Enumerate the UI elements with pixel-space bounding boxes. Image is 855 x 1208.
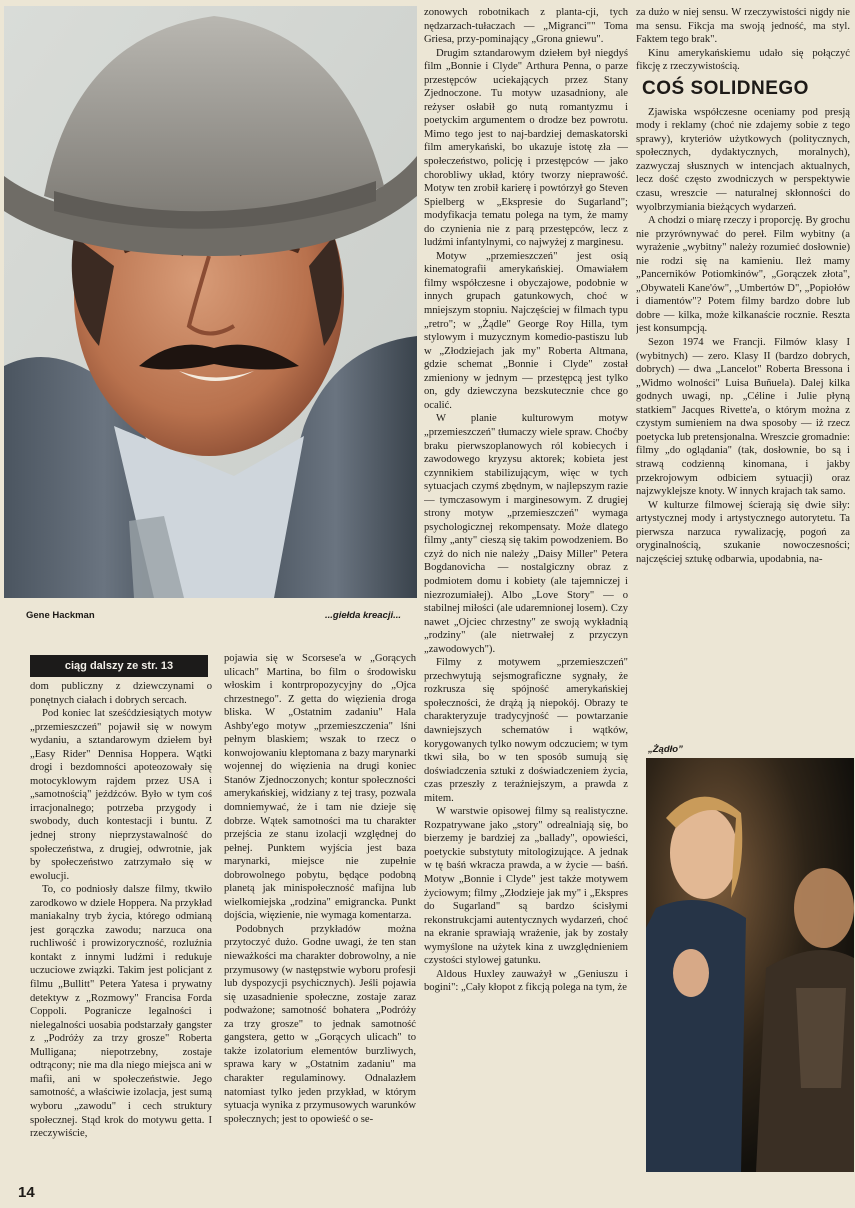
paragraph: Zjawiska współczesne oceniamy pod presją mody i reklamy (choć nie zdajemy sobie z tego sprawy), kryteriów użytkowych (politycznych, społecznych, dydaktycznych, moralnych), zazwyczaj słusznych w intencjach aktualnych, lecz dość często zwodniczych w perspektywie czasu, wreszcie — naturalnej skłonności do wyolbrzymiania bieżących wydarzeń. (636, 106, 850, 213)
paragraph: Aldous Huxley zauważył w „Geniuszu i bogini": „Cały kłopot z fikcją polega na tym, że (424, 968, 628, 994)
column-bottom-left (30, 680, 212, 1178)
paragraph: dom publiczny z dziewczynami o ponętnych ciałach i dobrych sercach. (30, 681, 212, 706)
paragraph: W kulturze filmowej ścierają się dwie siły: artystycznej mody i artystycznego autorytetu. Ta pierwsza narzuca rywalizację, pogoń za oryginalnością, szukanie nowoczesności; najczęściej sztukę odbarwia, upodabnia, na- (636, 499, 850, 565)
paragraph: Drugim sztandarowym dziełem był niegdyś film „Bonnie i Clyde" Arthura Penna, o parze przestępców uciekających przez Stany Zjednoczone. Tu motyw uzasadniony, ale reżyser osłabił go nutą romantyzmu i poetyckim argumentem o drodze bez powrotu. Mimo tego jest to naj-bardziej demaskatorski film amerykański, bo ukazuje istotę zła — społeczeństwo, policję i przestępców — jako chorobliwy układ, który tworzy nieprawość. Motyw ten zrobił karierę i powtórzył go Steven Spielberg w „Ekspresie do Sugarland"; modyfikacja tematu polega na tym, że mamy do czynienia nie z parą przestępców, lecz z ludźmi infantylnymi, co najwyżej z marginesu. (424, 47, 628, 249)
paragraph: Podobnych przykładów można przytoczyć dużo. Godne uwagi, że ten stan nieważkości ma charakter dobrowolny, a nie przymusowy (w następstwie wyboru profesji lub dyspozycji psychicznych). Jeśli pojawia się uzasadnienie społeczne, zostaje zaraz podważone; samotność bohatera „Podróży za trzy grosze" to jednak samotność gangstera, getto w „Gorących ulicach" to także izolatorium elementów burzliwych, sprawa kary w „Ostatnim zadaniu" ma charakter regulaminowy. Odnalazłem natomiast tylko jeden przykład, w którym sytuacja wynika z przymusowych warunków społecznych; jest to opowieść o se- (224, 923, 416, 1125)
paragraph: za dużo w niej sensu. W rzeczywistości nigdy nie ma sensu. Fikcja ma swoją jedność, ma styl. Faktem tego brak". (636, 7, 850, 46)
paragraph: zonowych robotnikach z planta-cji, tych nędzarzach-tułaczach — „Migranci"" Toma Griesa, przy-pominający „Grona gniewu". (424, 7, 628, 46)
gene-hackman-photo (4, 6, 417, 598)
caption-gielda-kreacji: ...giełda kreacji... (325, 610, 402, 621)
paragraph: Kinu amerykańskiemu udało się połączyć fikcję z rzeczywistością. (636, 47, 850, 73)
caption-gene-hackman: Gene Hackman (26, 610, 95, 621)
paragraph: W warstwie opisowej filmy są realistyczne. Rozpatrywane jako „story" odrealniają się, bo bierzemy je bardziej za „ballady", opowieści, poetyckie substytuty mitologizujące. A jednak w tę baśń wkracza prawda, a w życie — baśń. Motyw „Bonnie i Clyde" jest także motywem życiowym; filmy „Złodzieje jak my" i „Ekspres do Sugarland" są bardzo ścisłymi rekonstrukcjami autentycznych wydarzeń, choć na ekranie sprawiają wrażenie, jak by zostały wymyślone na użytek kina z uwzględnieniem czystości stylowej gatunku. (424, 806, 628, 967)
paragraph: Pod koniec lat sześćdziesiątych motyw „przemieszczeń" pojawił się w nowym wydaniu, a sztandarowym dziełem był „Easy Rider" Dennisa Hoppera. Wątki drogi i bezdomności apoteozowały się motocyklowym rajdem przez USA i „samotnością" jeźdźców. Było w tym coś irracjonalnego; potrzeba przygody i swobody, duch kontestacji i buntu. Z jednej strony nieprzystawalność do społeczeństwa, z drugiej, odwrotnie, jak by społeczeństwo zatrzymało się w ewolucji. (30, 708, 212, 882)
section-heading: COŚ SOLIDNEGO (642, 77, 809, 99)
continued-text: ciąg dalszy ze str. 13 (64, 660, 174, 672)
page-number: 14 (18, 1184, 35, 1201)
paragraph: A chodzi o miarę rzeczy i proporcję. By grochu nie przyrównywać do pereł. Film wybitny (a wyrażenie „wybitny" należy rozumieć dosłownie) nie rodzi się na kamieniu. Ileż mamy „Pancerników Potiomkinów", „Gorączek złota", „Obywateli Kane'ów", „Umbertów D", „Popiołów i diamentów"? Potem filmy bardzo dobre lub dobre — kilka, może kilkanaście rocznie. Reszta jest konsumpcją. (636, 215, 850, 335)
paragraph: Filmy z motywem „przemieszczeń" przechwytują sejsmograficzne sygnały, że rozkrusza się spójność amerykańskiej społeczności, że drążą ją niepokój. Obrazy te charakteryzuje tradycyjność — powtarzanie dawniejszych schematów i wątków, korygowanych tylko nowym odczuciem; w tym tkwi siła, bo w ten sposób sumują się doświadczenia sztuki z doświadczeniem życia, czas przeszły z teraźniejszym, a prawda z mitem. (424, 657, 628, 804)
paragraph: Sezon 1974 we Francji. Filmów klasy I (wybitnych) — zero. Klasy II (bardzo dobrych, dobrych) — dwa „Lancelot" Roberta Bressona i „Widmo wolności" Luisa Buñuela). Dalej kilka godnych uwagi, np. „Céline i Julie płyną statkiem" Jacques Rivette'a, o którym można z czystym sumieniem na dwa sposoby — iż rzecz poetycka lub pretensjonalna. Wreszcie gromadnie: filmy „do oglądania" (tak, dosłownie, bo są i strawą codzienną kinomana, i jakby przekrojowym odbiciem sytuacji) oraz najzwyklejsze knoty. W innych krajach tak samo. (636, 337, 850, 498)
paragraph: W planie kulturowym motyw „przemieszczeń" tłumaczy wiele spraw. Choćby braku pierwszoplanowych ról kobiecych i zawodowego kryzysu aktorek; kobieta jest czynnikiem stabilizującym, więc w tych sytuacjach czymś zbędnym, w najlepszym razie — tymczasowym i marginesowym. Z drugiej strony motyw „przemieszczeń" wymaga psychologicznej rekompensaty. Może dlatego filmy „anty" cieszą się takim powodzeniem. Bo czyż do nich nie należy „Daisy Miller" Petera Bogdanovicha — nostalgiczny obraz z podmiotem domu i kobiety (ale tajemniczej i niezrozumiałej). Albo „Love Story" — o stabilnej miłości (ale udaremnionej losem). Czy nawet „Ojciec chrzestny" ze swoją wykładnią „rodziny" (ale nietrwałej z przyczyn „zawodowych"). (424, 413, 628, 655)
zadlo-illustration (646, 758, 854, 1172)
caption-zadlo: „Żądło” (648, 744, 683, 755)
column-top-middle (424, 6, 628, 1208)
paragraph: To, co podniosły dalsze filmy, tkwiło zarodkowo w dziele Hoppera. Na przykład maniakalny tryb życia, którego odmianą jest gorączka zawodu; narzuca ona ruchliwość i prowizoryczność, rozluźnia kontakt z innymi ludźmi i redukuje uczuciowe związki. Takim jest policjant z filmu „Bullitt" Petera Yatesa i prywatny detektyw z „Rozmowy" Francisa Forda Coppoli. Pogranicze legalności i nielegalności uosabia podstarzały gangster z „Podróży za trzy grosze" Roberta Mulligana; niepotrzebny, zostaje odtrącony; nie ma dla niego miejsca ani w mafii, ani w społeczeństwie. Jego samotność, a właściwie izolacja, jest sumą wyboru „zawodu" i cech struktury społecznej. Stąd krok do motywu getta. I rzeczywiście, (30, 884, 212, 1140)
continued-banner (30, 655, 208, 677)
column-bottom-middle (224, 652, 416, 1178)
paragraph: Motyw „przemieszczeń" jest osią kinematografii amerykańskiej. Omawiałem filmy współczesne i obyczajowe, podobnie w innych grupach gatunkowych, choć w mniejszym stopniu. Najczęściej w filmach typu „retro"; w „Żądle" George Roy Hilla, tym stylowym i muzycznym komedio-pastiszu lub w „Złodziejach jak my" Roberta Altmana, gdzie schemat „Bonnie i Clyde" został zmieniony w jednym — przestępcą jest tylko on, gdy dziewczyna bezskutecznie chce go ocalić. (424, 250, 628, 411)
paragraph: pojawia się w Scorsese'a w „Gorących ulicach" Martina, bo film o środowisku włoskim i kontrpropozycyjny do „Ojca chrzestnego". Z getta do więzienia droga bliska. W „Ostatnim zadaniu" Hala Ashby'ego motyw „przemieszczenia" lśni pełnym blaskiem; wszak to rzecz o konwojowaniu kleptomana z bazy marynarki wojennej do więzienia na drugi koniec Stanów Zjednoczonych; kontur społeczności amerykańskiej, widziany z tej trasy, pozwala domniemywać, że i tam nie dzieje się dobrze. Wątek samotności ma tu charakter przejścia ze stanu izolacji względnej do pełnej. Punktem wyjścia jest baza marynarki, miejsce nie zupełnie dobrowolnego pobytu, będące podobną planetą jak minispołeczność mafijna lub wielkomiejska „rodzina" emigrancka. Punkt dojścia, więzienie, nie wymaga komentarza. (224, 653, 416, 922)
zadlo-photo (646, 758, 854, 1172)
portrait-illustration (4, 6, 417, 598)
column-top-right (636, 6, 850, 751)
